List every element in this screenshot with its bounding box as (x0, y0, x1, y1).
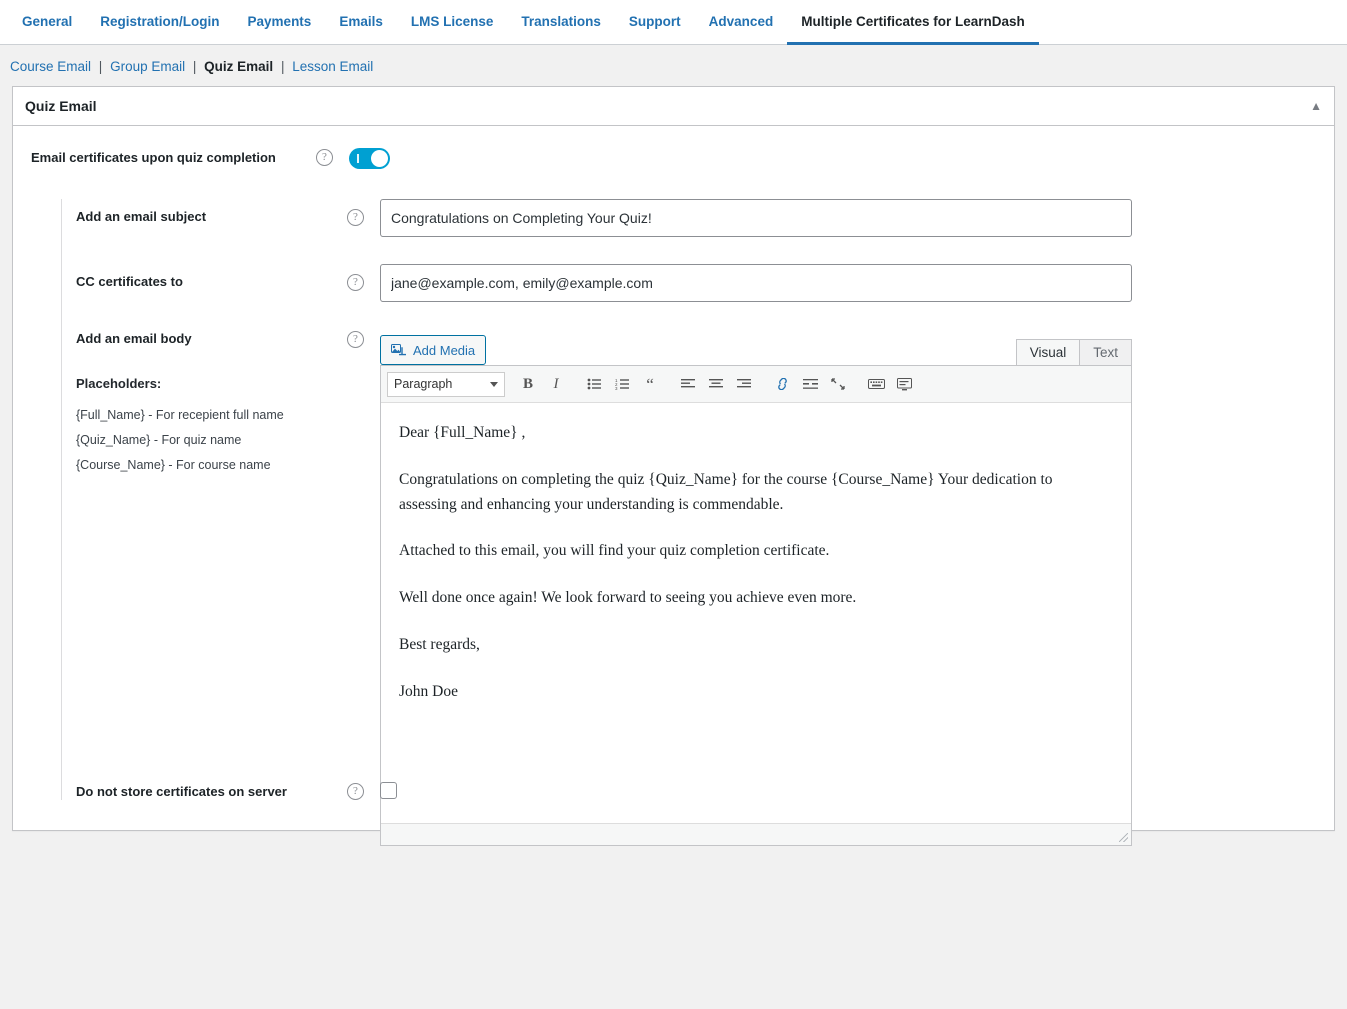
help-icon-cc[interactable]: ? (347, 274, 364, 291)
tab-support-label: Support (628, 13, 681, 29)
enable-quiz-email-label: Email certificates upon quiz completion (31, 150, 276, 165)
toolbar-toggle-icon[interactable] (863, 371, 889, 397)
italic-icon[interactable]: I (553, 375, 559, 392)
email-body-paragraph: Best regards, (399, 635, 480, 653)
tab-general-label: General (22, 13, 73, 29)
email-body-editor (380, 329, 1132, 846)
enable-quiz-email-toggle[interactable] (349, 148, 390, 169)
sub-navigation (0, 45, 1347, 86)
fullscreen-icon[interactable] (825, 371, 851, 397)
tab-advanced-label: Advanced (708, 13, 774, 29)
align-right-icon[interactable] (731, 371, 757, 397)
email-body-paragraph: Well done once again! We look forward to seeing you achieve even more. (399, 589, 857, 607)
read-more-icon[interactable] (797, 371, 823, 397)
tab-payments[interactable] (234, 0, 326, 45)
subnav-lesson-email[interactable]: Lesson Email (292, 59, 374, 74)
toggle-bar (357, 154, 359, 163)
align-center-icon[interactable] (703, 371, 729, 397)
editor-box (380, 365, 1132, 846)
placeholder-item: {Course_Name} - For course name (76, 458, 271, 472)
tab-payments-label: Payments (247, 13, 312, 29)
help-icon-enable[interactable]: ? (316, 149, 333, 166)
row-cc-certificates (62, 264, 1316, 302)
row-email-body (62, 329, 1316, 846)
subnav-course-email[interactable]: Course Email (10, 59, 92, 74)
tab-lms-license[interactable] (397, 0, 508, 45)
subnav-separator-3: | (280, 59, 285, 74)
media-icon (391, 344, 406, 357)
insert-link-icon[interactable] (769, 371, 795, 397)
align-left-icon[interactable] (675, 371, 701, 397)
placeholders-list (62, 403, 347, 478)
placeholder-item: {Quiz_Name} - For quiz name (76, 433, 242, 447)
add-media-label: Add Media (413, 342, 476, 358)
help-icon-subject[interactable]: ? (347, 209, 364, 226)
editor-toolbar-top (380, 329, 1132, 365)
tab-registration-login[interactable] (86, 0, 233, 45)
panel-body (13, 126, 1334, 830)
editor-mode-tabs (1016, 339, 1132, 365)
tab-support[interactable] (615, 0, 695, 45)
do-not-store-checkbox[interactable] (380, 782, 397, 799)
tab-general[interactable] (8, 0, 86, 45)
settings-indent-group (61, 199, 1316, 800)
page-title: Quiz Email (25, 98, 97, 114)
tab-lms-license-label: LMS License (410, 13, 494, 29)
quiz-email-panel (12, 86, 1335, 831)
email-body-paragraph: John Doe (399, 682, 458, 700)
tab-translations[interactable] (507, 0, 615, 45)
tab-multiple-certificates-for-learndash[interactable] (787, 0, 1039, 45)
tab-multiple-certificates-label: Multiple Certificates for LearnDash (801, 13, 1025, 29)
email-body-left-column (62, 329, 347, 478)
chevron-up-icon[interactable]: ▲ (1310, 99, 1322, 113)
blockquote-icon[interactable]: “ (646, 374, 654, 394)
editor-resize-handle[interactable] (1119, 833, 1128, 842)
help-icon-body[interactable]: ? (347, 331, 364, 348)
bold-icon[interactable]: B (522, 375, 533, 392)
svg-text:2: 2 (614, 382, 618, 387)
editor-format-toolbar (381, 366, 1131, 403)
subnav-separator-1: | (98, 59, 103, 74)
do-not-store-label: Do not store certificates on server (76, 784, 287, 799)
email-body-paragraph: Dear {Full_Name} , (399, 424, 526, 441)
email-subject-label: Add an email subject (76, 209, 207, 224)
subnav-separator-2: | (192, 59, 197, 74)
paragraph-format-select[interactable] (387, 372, 505, 397)
email-body-label: Add an email body (76, 331, 192, 346)
tab-advanced[interactable] (695, 0, 788, 45)
placeholder-item: {Full_Name} - For recepient full name (76, 408, 284, 422)
row-enable-quiz-email (31, 148, 1316, 169)
email-body-paragraph: Congratulations on completing the quiz {Quiz_Name} for the course {Course_Name} Your dedication to assessing and enhancing your understanding is commendable. (399, 470, 1053, 513)
panel-header[interactable] (13, 87, 1334, 126)
distraction-free-icon[interactable] (891, 371, 917, 397)
paragraph-format-value: Paragraph (394, 377, 453, 391)
settings-tab-bar (0, 0, 1347, 45)
numbered-list-icon[interactable] (609, 371, 635, 397)
email-subject-input[interactable] (380, 199, 1132, 237)
tab-emails[interactable] (325, 0, 397, 45)
svg-text:3: 3 (614, 386, 618, 390)
help-icon-no-store[interactable]: ? (347, 783, 364, 800)
editor-tab-text[interactable]: Text (1079, 339, 1132, 365)
add-media-button[interactable] (380, 335, 486, 365)
toggle-knob (371, 150, 388, 167)
row-email-subject (62, 199, 1316, 237)
placeholders-title: Placeholders: (76, 376, 162, 391)
subnav-group-email[interactable]: Group Email (110, 59, 186, 74)
subnav-quiz-email[interactable]: Quiz Email (204, 59, 274, 74)
cc-certificates-label: CC certificates to (76, 274, 183, 289)
chevron-down-icon (490, 382, 498, 387)
svg-text:1: 1 (614, 378, 618, 383)
editor-status-bar (381, 823, 1131, 845)
tab-translations-label: Translations (521, 13, 601, 29)
email-body-paragraph: Attached to this email, you will find your quiz completion certificate. (399, 542, 830, 560)
tab-emails-label: Emails (339, 13, 383, 29)
email-body-text-area[interactable] (381, 403, 1131, 823)
bulleted-list-icon[interactable] (581, 371, 607, 397)
cc-certificates-input[interactable] (380, 264, 1132, 302)
editor-tab-visual[interactable]: Visual (1016, 339, 1081, 365)
tab-registration-login-label: Registration/Login (100, 13, 220, 29)
